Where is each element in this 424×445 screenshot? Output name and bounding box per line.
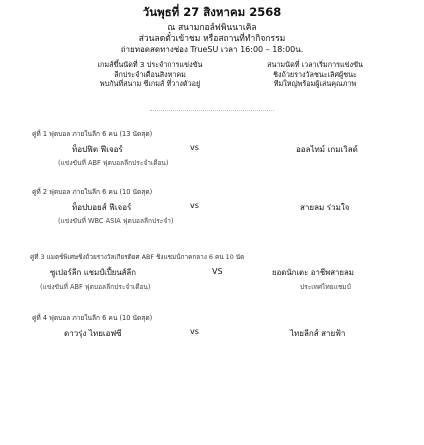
- match-competition: (แข่งขันที่ ABF ฟุตบอลลีกประจำเดือน): [40, 283, 151, 291]
- vs-label: vs: [190, 143, 199, 152]
- info-right-line: ทีมใหญ่พร้อมผู้เล่นคุณภาพ: [273, 79, 357, 88]
- away-team: ออลไทม์ เกมเวิลด์: [296, 145, 358, 154]
- ticket-info-line: ส่วนลดตั๋วเข้าชม หรือสถานที่ทำกิจกรรม: [138, 34, 286, 44]
- divider: [150, 110, 274, 111]
- info-left-line: พบกันที่สนาม ซีเกมส์ ที่วางตัวอยู่: [99, 79, 201, 88]
- vs-label: vs: [190, 201, 199, 210]
- info-left-block: [90, 60, 210, 89]
- info-right-line: ชิงถ้วยรางวัลชนะเลิศผู้ชนะ: [273, 69, 357, 79]
- home-team: ท็อปฟิต ฟีเจอร์: [72, 145, 123, 154]
- away-team: ไทยลีกส์ สายฟ้า: [290, 329, 346, 338]
- info-left-line: ลีกประจำเดือนสิงหาคม: [114, 69, 186, 79]
- info-left-line: เกมส์ขึ้นนัดที่ 3 ประจำการแข่งขัน: [97, 60, 203, 69]
- home-team: ดาวรุ่ง ไทยเอฟซี: [64, 329, 122, 338]
- venue-line: ณ สนามกอล์ฟพินนาเคิล: [167, 23, 257, 33]
- match-tag: คู่ที่ 2 ฟุตบอล ภายในลีก 6 คน (10 นัดสุด): [32, 188, 153, 196]
- info-right-block: [250, 60, 380, 89]
- match-competition-right: ประเทศไทยแชมป์: [300, 283, 351, 291]
- match-competition: (แข่งขันที่ ABF ฟุตบอลลีกประจำเดือน): [58, 159, 169, 167]
- match-tag: คู่ที่ 4 ฟุตบอล ภายในลีก 6 คน (10 นัดสุด): [32, 314, 153, 322]
- match-tag: คู่ที่ 1 ฟุตบอล ภายในลีก 6 คน (13 นัดสุด): [32, 130, 153, 138]
- away-team: ยอดนักเตะ อาชีพสายลม: [272, 268, 354, 277]
- match-tag: คู่ที่ 3 แมตช์พิเศษชิงถ้วยรางวัลเกียรติยศ ABF ชิงแชมป์ภาคกลาง 6 คน 10 นัด: [30, 253, 245, 261]
- vs-label: vs: [190, 327, 199, 336]
- info-right-line: สนามนัดที่ เวลาเริ่มการแข่งขัน: [267, 60, 363, 69]
- broadcast-info-line: ถ่ายทอดสดทางช่อง TrueSU เวลา 16:00 – 18:00น.: [120, 45, 304, 54]
- home-team: ซูเปอร์ลีก แชมป์เปี้ยนส์ลีก: [50, 268, 136, 277]
- match-competition: (แข่งขันที่ WBC ASIA ฟุตบอลลีกประจำ): [58, 217, 174, 225]
- away-team: สายลม ร่วมใจ: [300, 203, 350, 212]
- event-date-title: วันพุธที่ 27 สิงหาคม 2568: [142, 5, 282, 19]
- home-team: ท็อปบอยส์ ฟีเจอร์: [72, 203, 132, 212]
- vs-label: VS: [212, 267, 223, 276]
